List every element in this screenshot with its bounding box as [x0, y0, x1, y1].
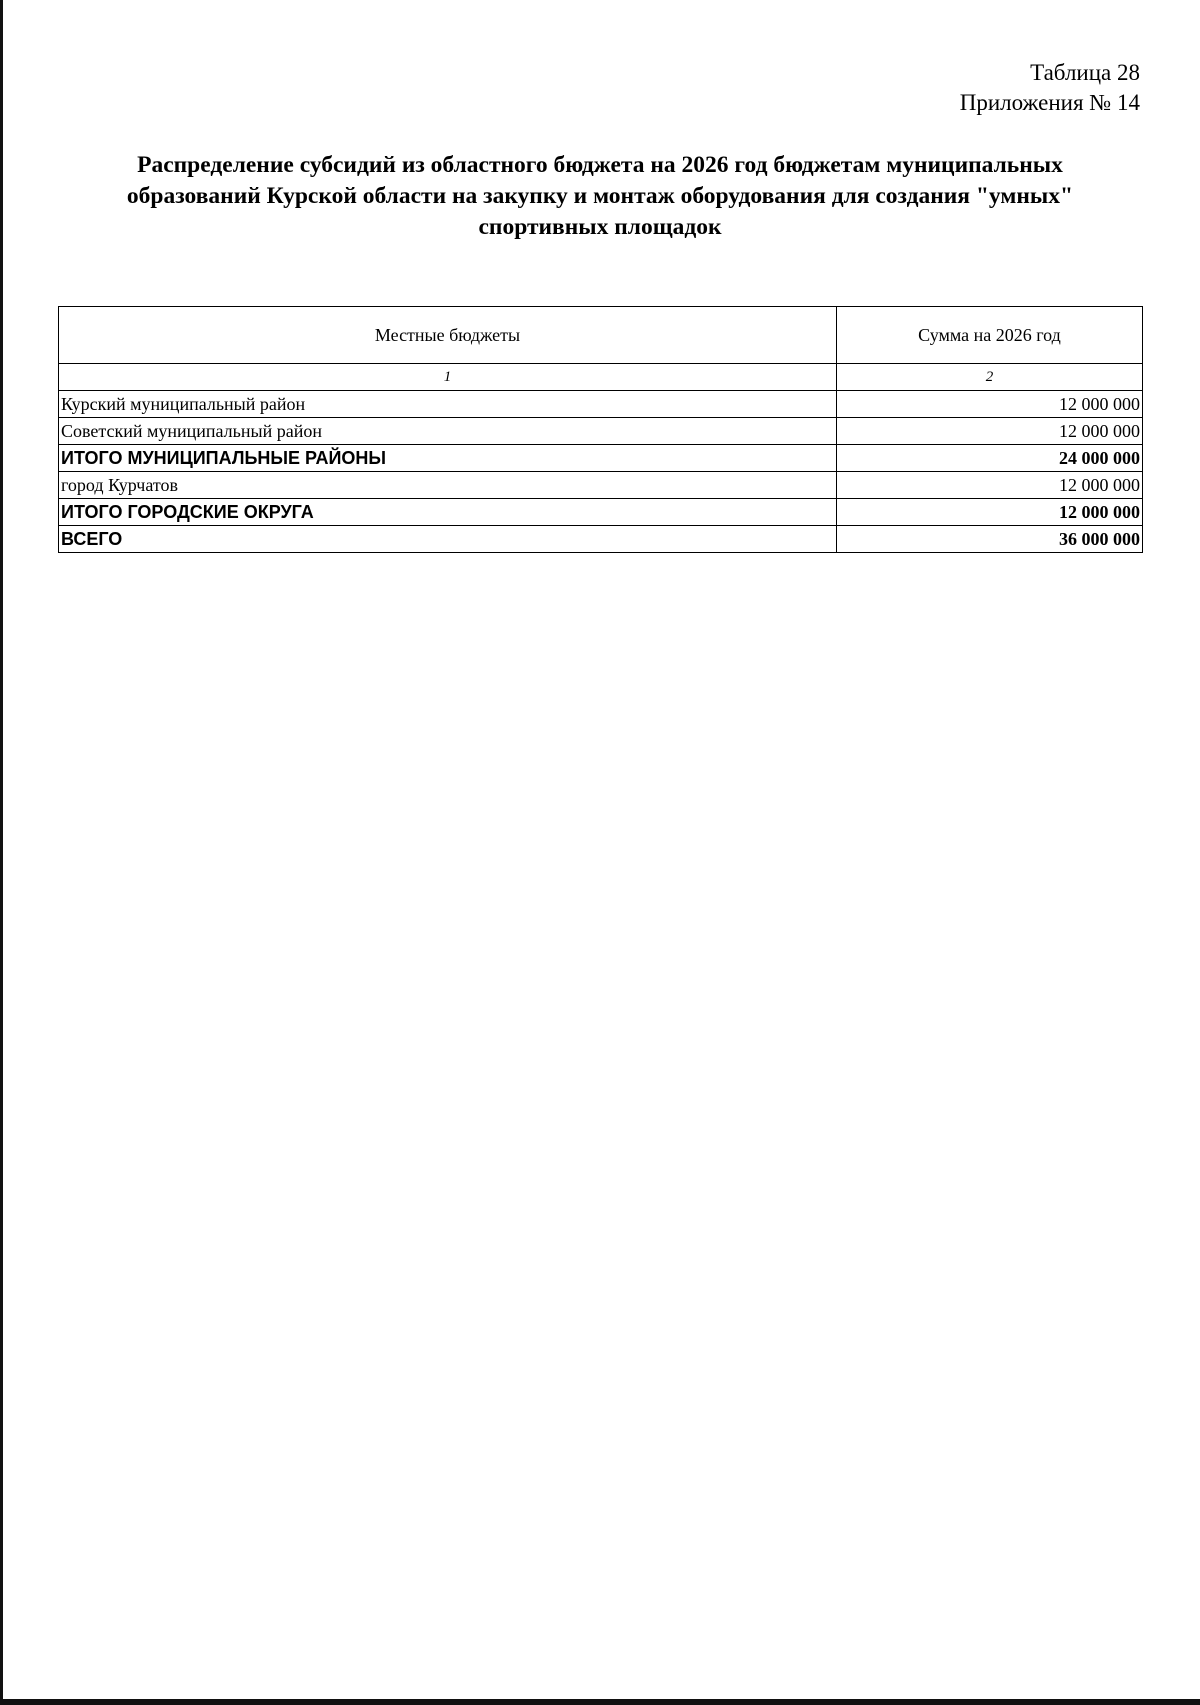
row-amount: 12 000 000 [837, 472, 1143, 499]
scan-edge-left [0, 0, 3, 1705]
subtotal-row-municipal-districts [59, 445, 1143, 472]
title-line-1: Распределение субсидий из областного бюджета на 2026 год бюджетам муниципальных [137, 152, 1063, 178]
column-header-local-budgets: Местные бюджеты [59, 307, 837, 364]
row-name: ИТОГО МУНИЦИПАЛЬНЫЕ РАЙОНЫ [59, 445, 837, 472]
column-number-1: 1 [59, 364, 837, 391]
title-line-2: образований Курской области на закупку и монтаж оборудования для создания "умных" [126, 183, 1074, 209]
table-row [59, 472, 1143, 499]
title-line-3: спортивных площадок [478, 214, 722, 240]
row-name: ВСЕГО [59, 526, 837, 553]
grand-total-row [59, 526, 1143, 553]
row-amount: 24 000 000 [837, 445, 1143, 472]
table-number: Таблица 28 [1030, 60, 1140, 85]
row-amount: 12 000 000 [837, 418, 1143, 445]
column-header-amount-2026: Сумма на 2026 год [837, 307, 1143, 364]
row-name: Курский муниципальный район [59, 391, 837, 418]
table-reference-note [960, 58, 1140, 118]
subtotal-row-city-districts [59, 499, 1143, 526]
column-number-2: 2 [837, 364, 1143, 391]
appendix-number: Приложения № 14 [959, 90, 1140, 115]
document-title [60, 150, 1140, 243]
row-name: ИТОГО ГОРОДСКИЕ ОКРУГА [59, 499, 837, 526]
row-name: город Курчатов [59, 472, 837, 499]
table-row [59, 418, 1143, 445]
row-amount: 12 000 000 [837, 499, 1143, 526]
scan-edge-bottom [0, 1699, 1200, 1705]
column-number-row [59, 364, 1143, 391]
subsidy-distribution-table [58, 306, 1143, 553]
row-name: Советский муниципальный район [59, 418, 837, 445]
table-row [59, 391, 1143, 418]
row-amount: 36 000 000 [837, 526, 1143, 553]
row-amount: 12 000 000 [837, 391, 1143, 418]
table-header-row [59, 307, 1143, 364]
